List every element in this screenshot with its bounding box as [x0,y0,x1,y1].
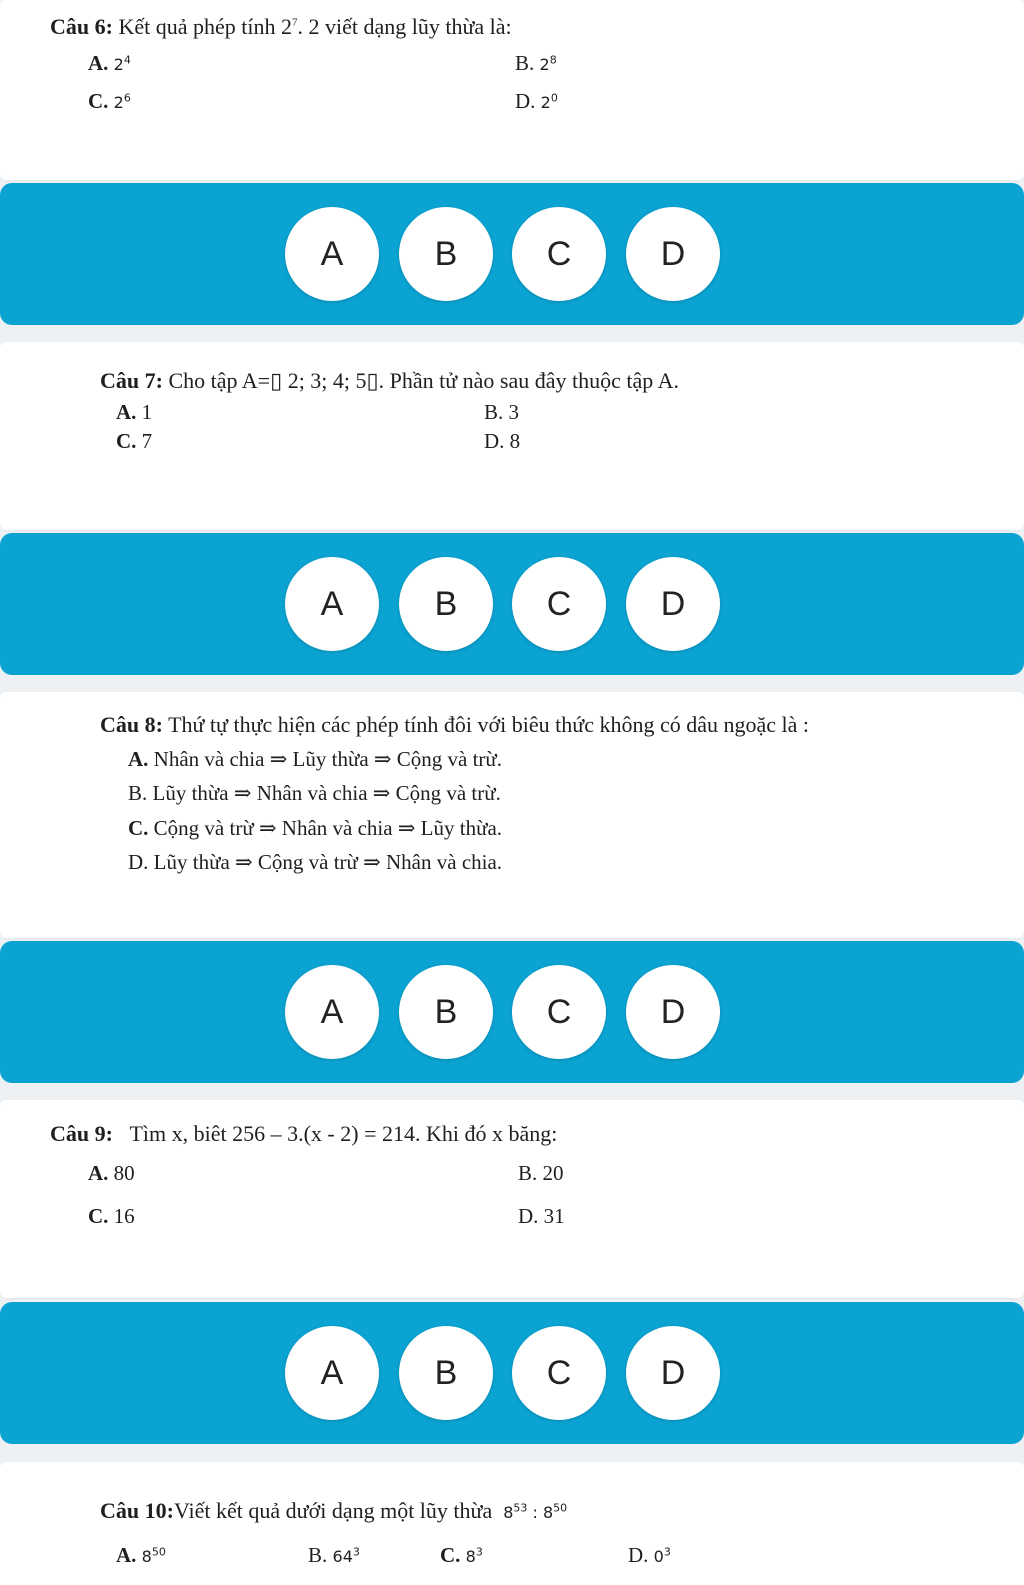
answer-button-a[interactable]: A [285,207,379,301]
question-8-option-c: C. Cộng và trừ ⇒ Nhân và chia ⇒ Lũy thừa. [128,816,503,840]
question-8-option-d: D. Lũy thừa ⇒ Cộng và trừ ⇒ Nhân và chia. [128,850,503,874]
question-card-9 [0,1100,1024,1298]
question-9-option-a: A. 80 [88,1161,135,1185]
question-7-option-a: A. 1 [116,400,153,424]
question-7-option-b: B. 3 [484,400,520,424]
question-card-8 [0,692,1024,938]
question-7-option-d: D. 8 [484,429,521,453]
question-10-label: Câu 10: [100,1498,174,1523]
answer-button-c[interactable]: C [512,1326,606,1420]
question-10-option-a: A. $8^{50}$ [116,1543,166,1567]
question-8-label: Câu 8: [100,712,163,737]
question-10-title: Câu 10:Viết kết quả dưới dạng một lũy thừa $8^{53}$ : $8^{50}$ [100,1498,568,1523]
question-10-option-c: C. $8^3$ [440,1543,483,1567]
answer-button-a[interactable]: A [285,557,379,651]
question-8-title: Câu 8: Thứ tự thực hiện các phép tính đôi với biêu thức không có dâu ngoặc là : [100,712,810,737]
question-7-label: Câu 7: [100,368,163,393]
answer-button-c[interactable]: C [512,557,606,651]
answer-button-a[interactable]: A [285,965,379,1059]
answer-panel-8 [0,941,1024,1083]
question-10-expression: $8^{53}$ : $8^{50}$ [503,1501,568,1522]
question-9-title: Câu 9: Tìm x, biêt 256 – 3.(x - 2) = 214. Khi đó x băng: [50,1121,558,1146]
question-card-7 [0,342,1024,530]
question-7-title: Câu 7: Cho tập A=▯ 2; 3; 4; 5▯. Phần tử nào sau đây thuộc tập A. [100,368,679,393]
answer-button-d[interactable]: D [626,557,720,651]
question-card-6 [0,0,1024,180]
question-9-option-c: C. 16 [88,1204,135,1228]
answer-panel-6 [0,183,1024,325]
question-card-10 [0,1462,1024,1585]
question-7-option-c: C. 7 [116,429,153,453]
question-10-option-d: D. $0^3$ [628,1543,671,1567]
answer-button-d[interactable]: D [626,965,720,1059]
answer-button-b[interactable]: B [399,965,493,1059]
answer-panel-7 [0,533,1024,675]
answer-button-a[interactable]: A [285,1326,379,1420]
answer-button-c[interactable]: C [512,965,606,1059]
question-6-option-d: D. $2^0$ [515,89,558,113]
answer-button-b[interactable]: B [399,1326,493,1420]
question-6-title: Câu 6: Kết quả phép tính $2^7$. 2 viết dạng lũy thừa là: [50,14,512,39]
question-9-option-b: B. 20 [518,1161,564,1185]
answer-panel-9 [0,1302,1024,1444]
question-9-option-d: D. 31 [518,1204,565,1228]
answer-button-d[interactable]: D [626,1326,720,1420]
question-10-option-b: B. $64^3$ [308,1543,360,1567]
question-6-option-a: A. $2^4$ [88,51,131,75]
answer-button-c[interactable]: C [512,207,606,301]
answer-button-d[interactable]: D [626,207,720,301]
question-6-label: Câu 6: [50,14,113,39]
question-6-option-c: C. $2^6$ [88,89,131,113]
answer-button-b[interactable]: B [399,207,493,301]
question-6-option-b: B. $2^8$ [515,51,557,75]
question-8-option-a: A. Nhân và chia ⇒ Lũy thừa ⇒ Cộng và trừ. [128,747,503,771]
answer-button-b[interactable]: B [399,557,493,651]
question-8-option-b: B. Lũy thừa ⇒ Nhân và chia ⇒ Cộng và trừ. [128,781,501,805]
question-9-label: Câu 9: [50,1121,113,1146]
